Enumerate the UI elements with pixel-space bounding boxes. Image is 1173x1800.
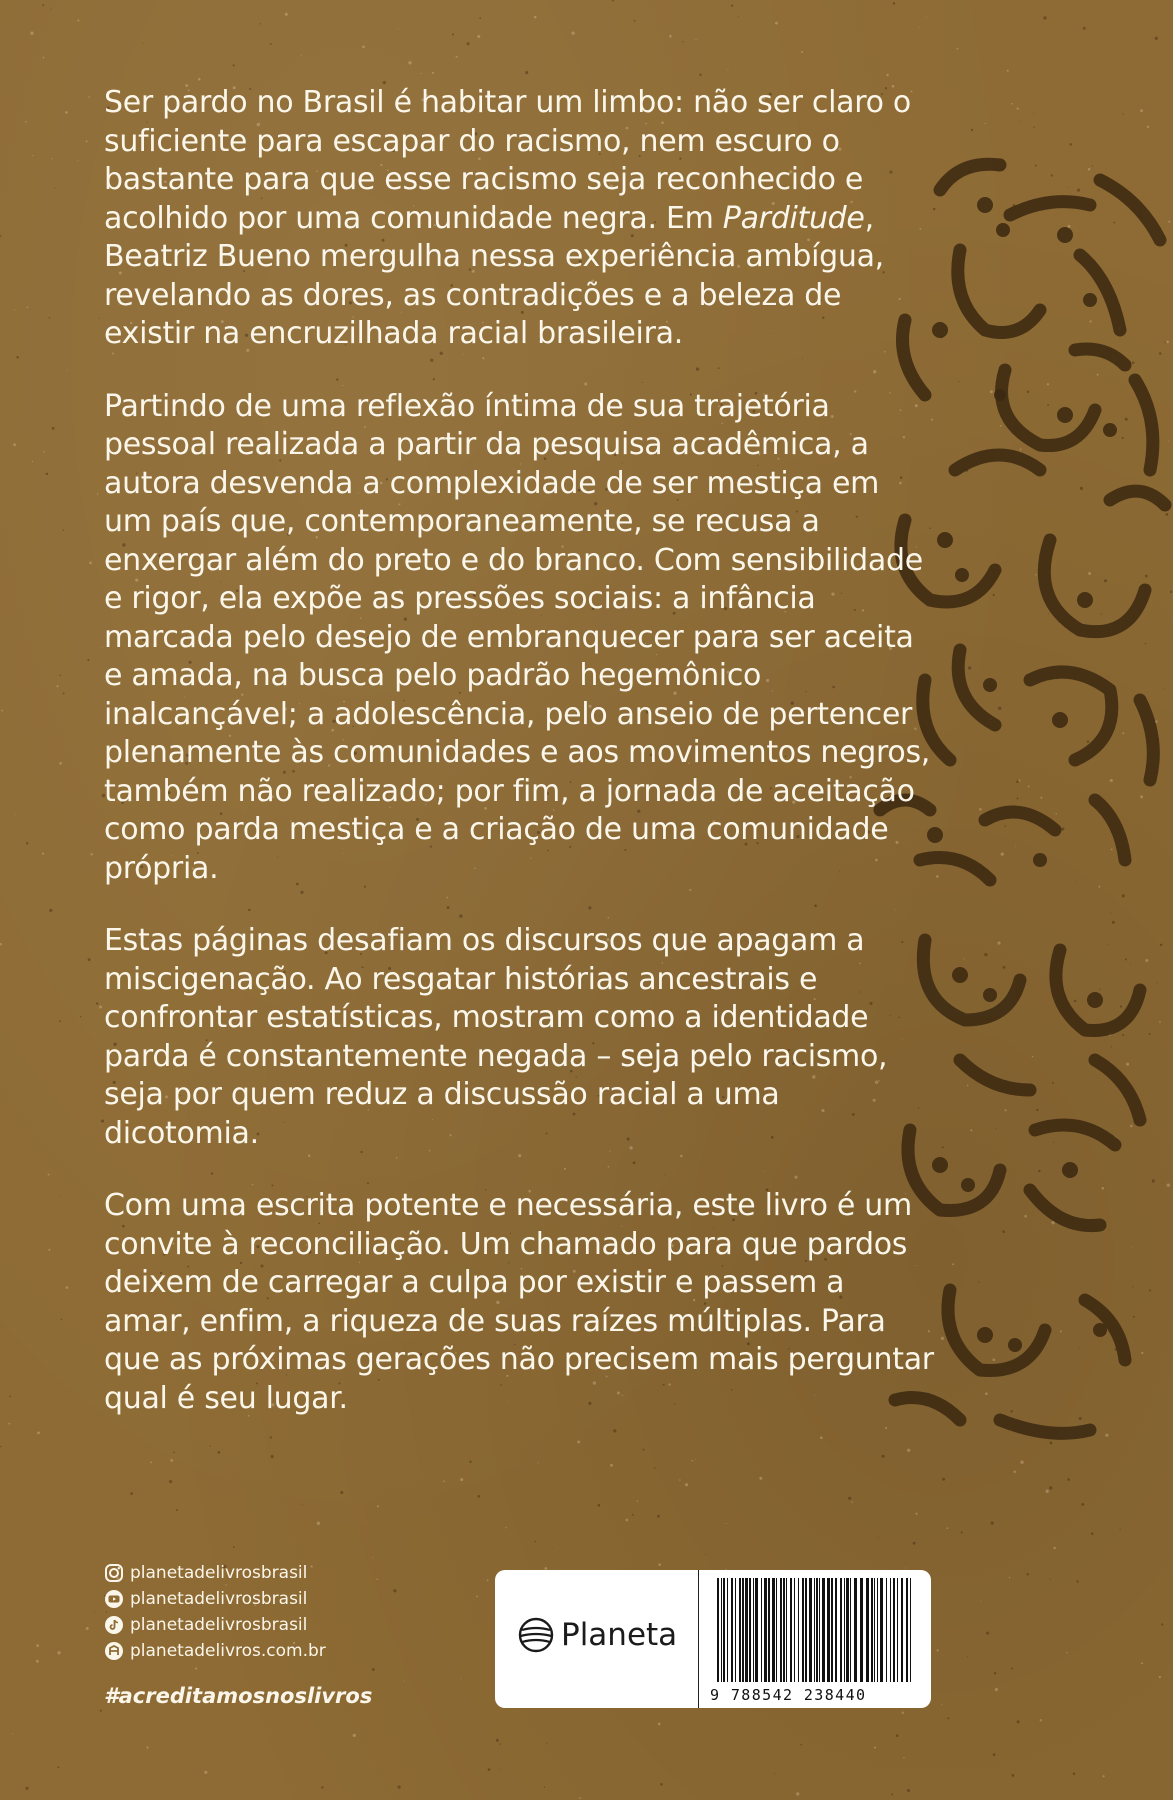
barcode-bar (827, 1578, 830, 1682)
barcode-bar (819, 1578, 820, 1682)
barcode-bar (723, 1578, 725, 1682)
barcode-bar (871, 1578, 873, 1682)
barcode-bar (768, 1578, 770, 1682)
barcode-bar (906, 1578, 908, 1682)
barcode-bar (735, 1578, 736, 1682)
social-links (104, 1560, 326, 1664)
barcode-bar (860, 1578, 863, 1682)
barcode-bar (764, 1578, 767, 1682)
paragraph-text: Ser pardo no Brasil é habitar um limbo: não ser claro o suficiente para escapar do racismo, nem escuro o bastante para que esse racismo seja reconhecido e acolhido por uma comunidade negra. Em (104, 85, 911, 236)
barcode-bar (809, 1578, 812, 1682)
barcode-bar (897, 1578, 898, 1682)
barcode-bar (739, 1578, 741, 1682)
blurb-paragraph-1 (104, 84, 934, 354)
barcode-bar (761, 1578, 762, 1682)
barcode-bar (890, 1578, 891, 1682)
barcode-bar (783, 1578, 785, 1682)
social-label: planetadelivrosbrasil (130, 1615, 308, 1635)
barcode-bar (874, 1578, 875, 1682)
barcode-bar (822, 1578, 825, 1682)
barcode-bar (910, 1578, 911, 1682)
barcode-bar (727, 1578, 728, 1682)
youtube-icon (104, 1589, 124, 1609)
barcode-bar (794, 1578, 795, 1682)
barcode-bar (816, 1578, 818, 1682)
barcode-bar (831, 1578, 833, 1682)
barcode-bar (850, 1578, 851, 1682)
isbn-number: 9 788542 238440 (710, 1686, 867, 1704)
social-item-instagram[interactable] (104, 1560, 326, 1586)
barcode-bar (798, 1578, 799, 1682)
barcode-bar (742, 1578, 744, 1682)
blurb-paragraph-2: Partindo de uma reflexão íntima de sua trajetória pessoal realizada a partir da pesquisa acadêmica, a autora desvenda a complexidade de ser mestiça em um país que, contemporaneamente, se recusa a enxergar além do preto e do branco. Com sensibilidade e rigor, ela expõe as pressões sociais: a infância marcada pelo desejo de embranquecer para ser aceita e amada, na busca pelo padrão hegemônico inalcançável; a adolescência, pelo anseio de pertencer plenamente às comunidades e aos movimentos negros, também não realizado; por fim, a jornada de aceitação como parda mestiça e a criação de uma comunidade própria. (104, 388, 931, 886)
publisher-name: Planeta (561, 1617, 678, 1653)
blurb-paragraph-3: Estas páginas desafiam os discursos que apagam a miscigenação. Ao resgatar histórias ancestrais e confrontar estatísticas, mostram como a identidade parda é constantemente negada – seja pelo racismo, seja por quem reduz a discussão racial a uma dicotomia. (104, 923, 888, 1151)
publisher-barcode-panel (495, 1570, 931, 1708)
barcode-bar (866, 1578, 869, 1682)
barcode-bar (717, 1578, 719, 1682)
barcode-bar (755, 1578, 758, 1682)
barcode-bar (886, 1578, 887, 1682)
instagram-icon (104, 1563, 124, 1583)
barcode-bar (844, 1578, 845, 1682)
barcode-bar (780, 1578, 782, 1682)
barcode-bar (877, 1578, 878, 1682)
isbn-barcode (717, 1578, 915, 1686)
barcode-bar (835, 1578, 837, 1682)
barcode-bar (790, 1578, 792, 1682)
tiktok-icon (104, 1615, 124, 1635)
social-label: planetadelivrosbrasil (130, 1563, 308, 1583)
barcode-bar (854, 1578, 857, 1682)
barcode-bar (893, 1578, 895, 1682)
panel-divider (698, 1570, 699, 1708)
blurb-paragraph-4: Com uma escrita potente e necessária, este livro é um convite à reconciliação. Um chamado para que pardos deixem de carregar a culpa por existir e passem a amar, enfim, a riqueza de suas raízes múltiplas. Para que as próximas gerações não precisem mais perguntar qual é seu lugar. (104, 1188, 934, 1416)
barcode-bar (749, 1578, 751, 1682)
book-title-italic: Parditude (722, 200, 865, 236)
planeta-globe-icon (517, 1616, 555, 1654)
social-label: planetadelivros.com.br (130, 1641, 326, 1661)
social-item-youtube[interactable] (104, 1586, 326, 1612)
back-cover-blurb (104, 84, 934, 1452)
barcode-bar (753, 1578, 754, 1682)
paragraph-text: , Beatriz Bueno mergulha nessa experiência ambígua, revelando as dores, as contradições e a beleza de existir na encruzilhada racial brasileira. (104, 200, 884, 351)
barcode-bar (745, 1578, 748, 1682)
barcode-bar (802, 1578, 804, 1682)
hashtag: #acreditamosnoslivros (104, 1684, 373, 1708)
barcode-bar (721, 1578, 722, 1682)
barcode-bar (772, 1578, 775, 1682)
barcode-bar (840, 1578, 842, 1682)
barcode-bar (814, 1578, 815, 1682)
barcode-bar (731, 1578, 733, 1682)
barcode-bar (805, 1578, 807, 1682)
social-item-website[interactable] (104, 1638, 326, 1664)
website-icon (104, 1641, 124, 1661)
barcode-bar (846, 1578, 849, 1682)
barcode-bar (901, 1578, 903, 1682)
barcode-bar (776, 1578, 777, 1682)
barcode-bar (880, 1578, 883, 1682)
barcode-bar (786, 1578, 787, 1682)
social-item-tiktok[interactable] (104, 1612, 326, 1638)
social-label: planetadelivrosbrasil (130, 1589, 308, 1609)
publisher-logo (517, 1616, 677, 1654)
